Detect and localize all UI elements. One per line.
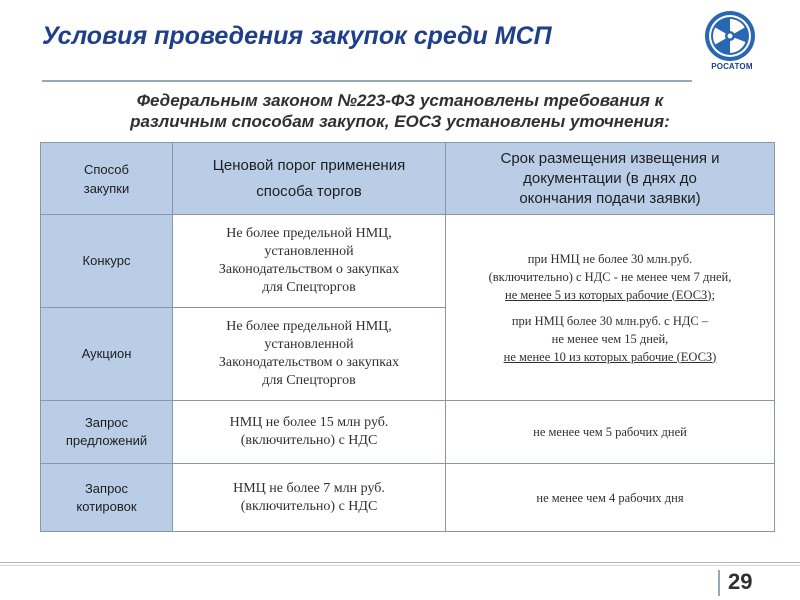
page-number: 29 [728,569,753,594]
row-method-label: Конкурс [41,215,173,308]
row-method-label: Аукцион [41,308,173,401]
page-number-bar [718,570,720,596]
table-row [41,464,775,532]
rosatom-logo-icon [697,8,763,86]
row-threshold: Не более предельной НМЦ, установленной Законодательством о закупках для Спецторгов [173,308,446,401]
footer-divider-secondary [0,565,800,566]
header-method: Способ закупки [41,143,173,215]
row-threshold: НМЦ не более 15 млн руб. (включительно) с НДС [173,401,446,464]
row-term: не менее чем 4 рабочих дня [446,464,775,532]
header-term: Срок размещения извещения и документации (в днях до окончания подачи заявки) [446,143,775,215]
subtitle-line-2: различным способам закупок, ЕОСЗ установлены уточнения: [130,112,670,131]
procurement-table [40,142,775,532]
table-row [41,401,775,464]
table-header-row [41,143,775,215]
row-term: не менее чем 5 рабочих дней [446,401,775,464]
row-threshold: НМЦ не более 7 млн руб. (включительно) с НДС [173,464,446,532]
page-title: Условия проведения закупок среди МСП [42,22,552,50]
title-divider [42,80,692,82]
header-threshold: Ценовой порог применения способа торгов [173,143,446,215]
footer-divider [0,562,800,563]
row-method-label: Запрос предложений [41,401,173,464]
subtitle-line-1: Федеральным законом №223-ФЗ установлены требования к [136,91,664,110]
row-threshold: Не более предельной НМЦ, установленной Законодательством о закупках для Спецторгов [173,215,446,308]
subtitle [40,90,760,132]
table-row [41,215,775,308]
row-method-label: Запрос котировок [41,464,173,532]
logo-caption: РОСАТОМ [711,62,753,71]
merged-term-cell: при НМЦ не более 30 млн.руб. (включительно) с НДС - не менее чем 7 дней, не менее 5 из которых рабочие (ЕОСЗ); при НМЦ более 30 млн.руб. с НДС – не менее чем 15 дней, не менее 10 из которых рабочие (ЕОСЗ) [446,215,775,401]
